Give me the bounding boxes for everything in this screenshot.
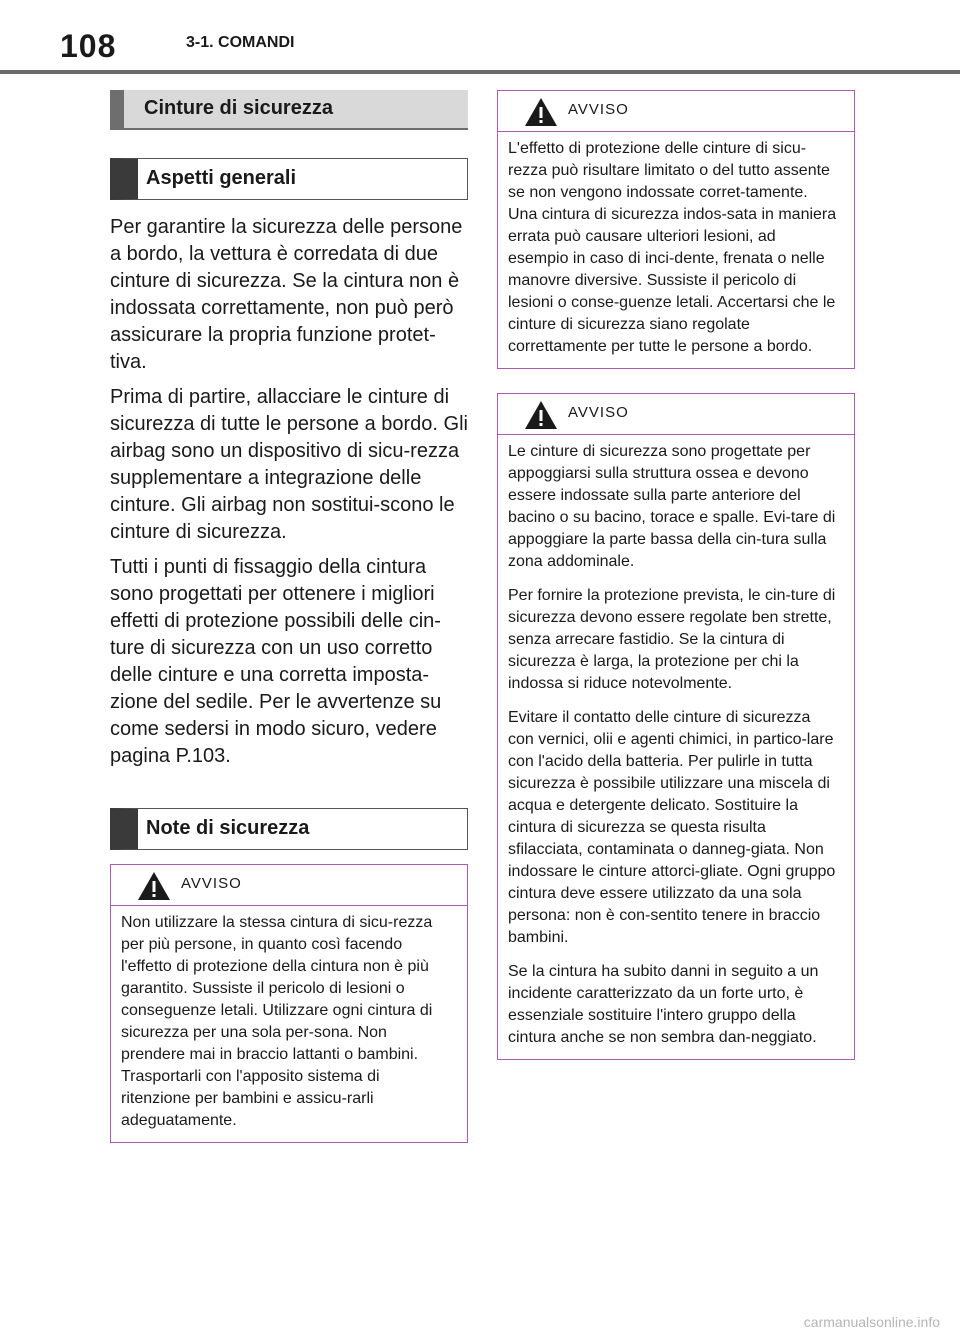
- warning-label: AVVISO: [568, 404, 629, 421]
- warning-label: AVVISO: [568, 101, 629, 118]
- subsection-title-general: Aspetti generali: [110, 158, 468, 200]
- subsection-title-safety: Note di sicurezza: [110, 808, 468, 850]
- warning-paragraph: L'effetto di protezione delle cinture di sicu-rezza può risultare limitato o del tutto assente se non vengono indossate corret-tamente. Una cintura di sicurezza indos-sata in maniera errata può causare ulteriori lesioni, ad esempio in caso di inci-dente, frenata o nelle manovre diversive. Sussiste il pericolo di lesioni o conse-guenze letali. Accertarsi che le cinture di sicurezza siano regolate correttamente per tutte le persone a bordo.: [508, 140, 837, 355]
- warning-paragraph: Per fornire la protezione prevista, le cin-ture di sicurezza devono essere regolate ben strette, senza arrecare fastidio. Se la cintura di sicurezza è larga, la protezione per chi la indossa si riduce notevolmente.: [508, 587, 836, 692]
- warning-paragraph: Non utilizzare la stessa cintura di sicu-rezza per più persone, in quanto così facendo l'effetto di protezione della cintura non è più garantito. Sussiste il pericolo di lesioni o conseguenze letali. Utilizzare ogni cintura di sicurezza per una sola per-sona. Non prendere mai in braccio lattanti o bambini. Trasportarli con l'apposito sistema di ritenzione per bambini e assicu-rarli adeguatamente.: [121, 914, 433, 1129]
- warning-box: [497, 393, 855, 1060]
- warning-header: [498, 394, 854, 435]
- body-paragraph: Tutti i punti di fissaggio della cintura sono progettati per ottenere i migliori effetti di protezione possibili delle cin-ture di sicurezza con un uso corretto delle cinture e una corretta imposta-zione del sedile. Per le avvertenze su come sedersi in modo sicuro, vedere pagina P.103.: [110, 556, 442, 767]
- warning-body: [498, 435, 854, 1059]
- warning-header: [498, 91, 854, 132]
- warning-triangle-icon: [137, 871, 171, 901]
- chapter-title: 3-1. COMANDI: [186, 34, 295, 51]
- body-paragraph: Prima di partire, allacciare le cinture di sicurezza di tutte le persone a bordo. Gli airbag sono un dispositivo di sicu-rezza supplementare a integrazione delle cinture. Gli airbag non sostitui-scono le cinture di sicurezza.: [110, 386, 468, 543]
- page-number: 108: [60, 28, 117, 64]
- page-header: [0, 0, 960, 76]
- warning-paragraph: Evitare il contatto delle cinture di sicurezza con vernici, olii e agenti chimici, in partico-lare con l'acido della batteria. Per pulirle in tutta sicurezza è possibile utilizzare una miscela di acqua e detergente delicato. Sostituire la cintura di sicurezza se questa risulta sfilacciata, contaminata o danneg-giata. Non indossare le cinture attorci-gliate. Ogni gruppo cintura deve essere utilizzato da una sola persona: non è con-sentito tenere in braccio bambini.: [508, 709, 836, 946]
- watermark: carmanualsonline.info: [803, 1314, 940, 1330]
- section-title: Cinture di sicurezza: [110, 90, 468, 130]
- right-column: [497, 90, 855, 1060]
- header-rule: [0, 70, 960, 74]
- warning-box: [110, 864, 468, 1143]
- warning-label: AVVISO: [181, 875, 242, 892]
- body-paragraph: Per garantire la sicurezza delle persone a bordo, la vettura è corredata di due cinture di sicurezza. Se la cintura non è indossata correttamente, non può però assicurare la propria funzione protet-tiva.: [110, 216, 463, 373]
- warning-header: [111, 865, 467, 906]
- warning-paragraph: Se la cintura ha subito danni in seguito a un incidente caratterizzato da un forte urto, è essenziale sostituire l'intero gruppo della cintura anche se non sembra dan-neggiato.: [508, 963, 819, 1046]
- warning-paragraph: Le cinture di sicurezza sono progettate per appoggiarsi sulla struttura ossea e devono essere indossate sulla parte anteriore del bacino o su bacino, torace e spalle. Evi-tare di appoggiare la parte bassa della cin-tura sulla zona addominale.: [508, 443, 836, 570]
- warning-body: [111, 906, 467, 1142]
- left-column: [110, 90, 468, 1143]
- warning-triangle-icon: [524, 400, 558, 430]
- warning-box: [497, 90, 855, 369]
- warning-body: [498, 132, 854, 368]
- warning-triangle-icon: [524, 97, 558, 127]
